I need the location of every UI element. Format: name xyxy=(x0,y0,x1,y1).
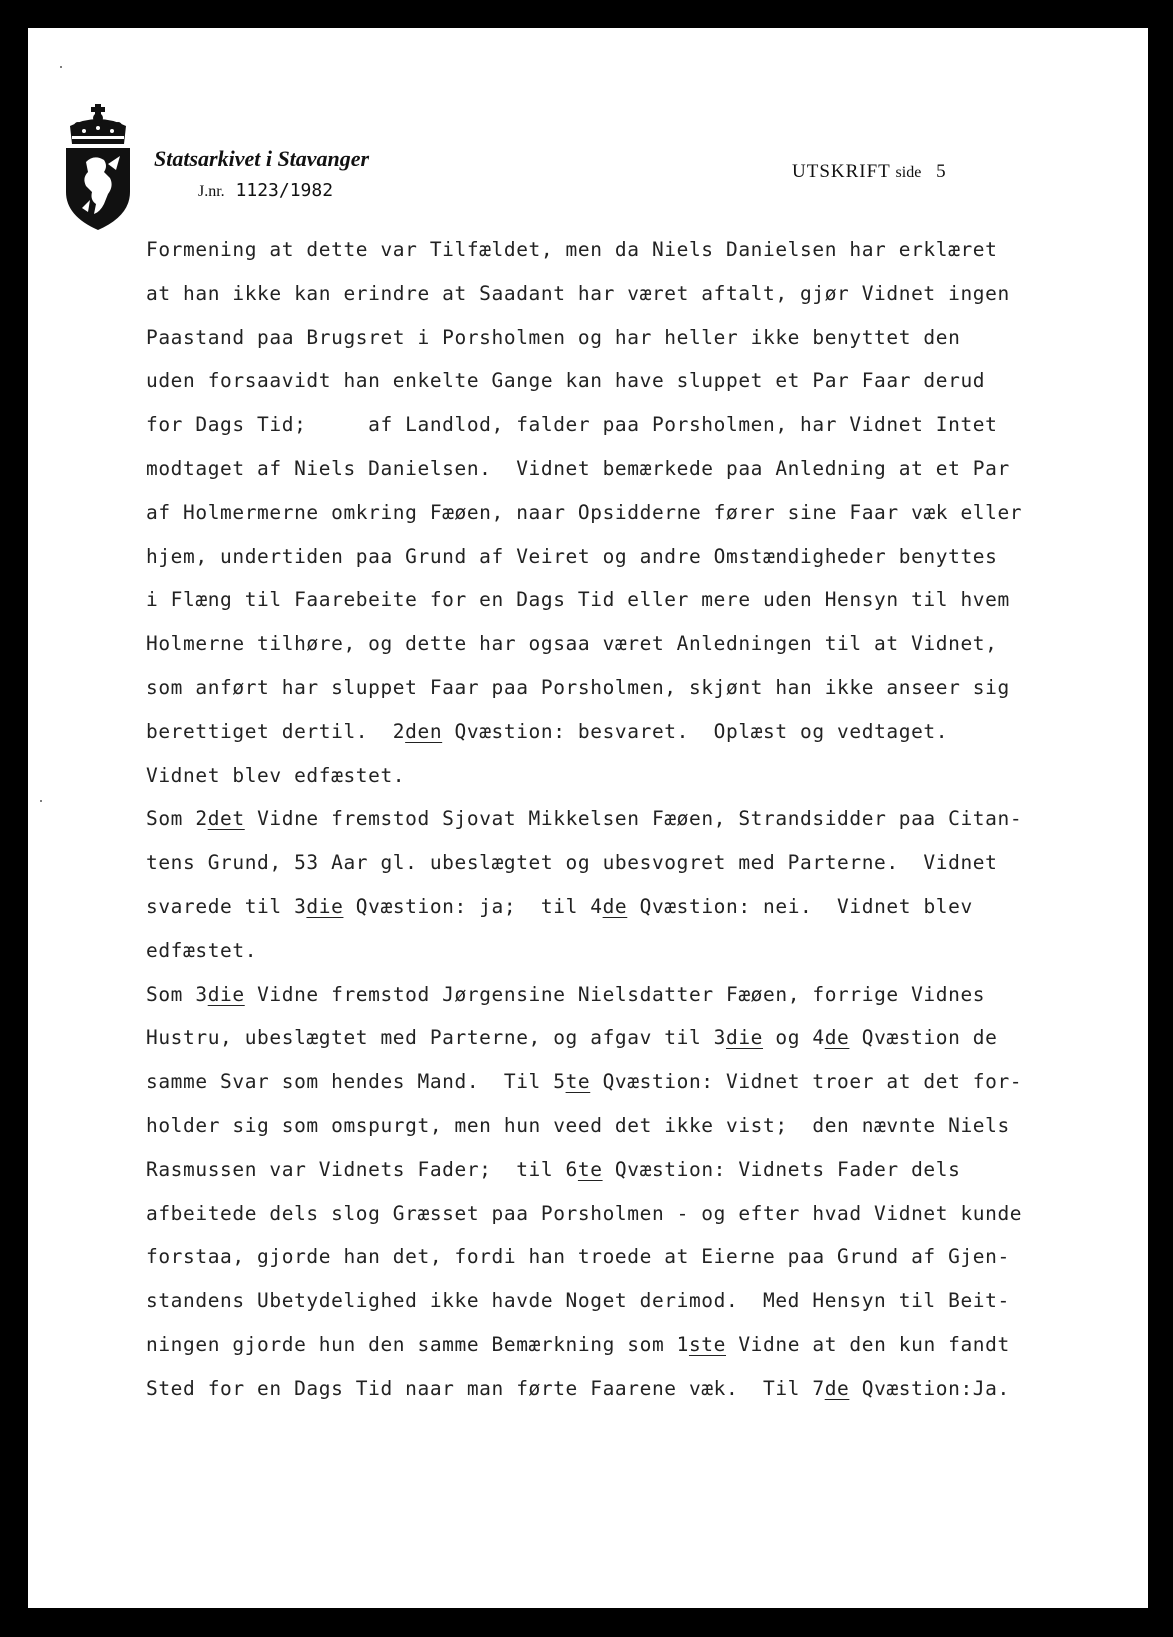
text-segment: at han ikke kan erindre at Saadant har været aftalt, gjør Vidnet ingen xyxy=(146,281,1010,305)
text-line xyxy=(146,754,1076,798)
text-line xyxy=(146,359,1076,403)
document-page xyxy=(28,28,1148,1608)
scan-speck xyxy=(60,66,62,68)
text-line xyxy=(146,1235,1076,1279)
text-line xyxy=(146,1104,1076,1148)
text-segment: som anført har sluppet Faar paa Porsholmen, skjønt han ikke anseer sig xyxy=(146,675,1010,699)
text-segment: Vidne at den kun fandt xyxy=(726,1332,1010,1356)
ordinal-suffix: ste xyxy=(688,1332,726,1356)
text-segment: tens Grund, 53 Aar gl. ubeslægtet og ubesvogret med Parterne. Vidnet xyxy=(146,851,998,875)
text-segment: edfæstet. xyxy=(146,938,258,962)
journal-number-value: 1123/1982 xyxy=(235,180,334,201)
text-line xyxy=(146,929,1076,973)
side-label: side xyxy=(895,164,922,181)
text-segment: for Dags Tid; af Landlod, falder paa Porsholmen, har Vidnet Intet xyxy=(146,413,998,437)
text-segment: af Holmermerne omkring Fæøen, naar Opsidderne fører sine Faar væk eller xyxy=(146,500,1023,524)
norwegian-lion-coat-of-arms-icon xyxy=(64,104,132,230)
text-segment: samme Svar som hendes Mand. Til 5 xyxy=(146,1070,566,1094)
text-segment: Vidne fremstod Sjovat Mikkelsen Fæøen, Strandsidder paa Citan- xyxy=(244,807,1023,831)
ordinal-suffix: die xyxy=(207,982,245,1006)
text-line xyxy=(146,973,1076,1017)
text-line xyxy=(146,841,1076,885)
text-segment: forstaa, gjorde han det, fordi han troede at Eierne paa Grund af Gjen- xyxy=(146,1245,1010,1269)
ordinal-suffix: de xyxy=(824,1376,850,1400)
ordinal-suffix: die xyxy=(306,894,344,918)
journal-number-label: J.nr. xyxy=(198,183,225,200)
text-segment: afbeitede dels slog Græsset paa Porsholmen - og efter hvad Vidnet kunde xyxy=(146,1201,1023,1225)
ordinal-suffix: det xyxy=(207,807,245,831)
text-segment: Qvæstion de xyxy=(849,1026,998,1050)
text-segment: hjem, undertiden paa Grund af Veiret og andre Omstændigheder benyttes xyxy=(146,544,998,568)
text-line xyxy=(146,622,1076,666)
page-header-right xyxy=(792,161,946,183)
archive-name: Statsarkivet i Stavanger xyxy=(154,146,370,171)
text-line xyxy=(146,1367,1076,1411)
page-number: 5 xyxy=(936,161,946,182)
ordinal-suffix: den xyxy=(405,719,443,743)
text-segment: modtaget af Niels Danielsen. Vidnet bemærkede paa Anledning at et Par xyxy=(146,456,1010,480)
text-segment: standens Ubetydelighed ikke havde Noget derimod. Med Hensyn til Beit- xyxy=(146,1289,1010,1313)
text-line xyxy=(146,228,1076,272)
text-segment: berettiget dertil. 2 xyxy=(146,719,406,743)
text-segment: Rasmussen var Vidnets Fader; til 6 xyxy=(146,1157,578,1181)
text-segment: Holmerne tilhøre, og dette har ogsaa været Anledningen til at Vidnet, xyxy=(146,632,998,656)
ordinal-suffix: de xyxy=(602,894,628,918)
ordinal-suffix: die xyxy=(725,1026,764,1050)
text-segment: Qvæstion:Ja. xyxy=(849,1376,1010,1400)
text-segment: Paastand paa Brugsret i Porsholmen og har heller ikke benyttet den xyxy=(146,325,961,349)
scan-speck xyxy=(40,800,42,802)
utskrift-label: UTSKRIFT xyxy=(792,161,891,182)
ordinal-suffix: de xyxy=(824,1026,850,1050)
text-line xyxy=(146,1192,1076,1236)
text-line xyxy=(146,316,1076,360)
text-line xyxy=(146,535,1076,579)
text-line xyxy=(146,403,1076,447)
text-line xyxy=(146,1323,1076,1367)
journal-number xyxy=(198,180,333,201)
text-segment: Sted for en Dags Tid naar man førte Faarene væk. Til 7 xyxy=(146,1376,825,1400)
text-segment: Hustru, ubeslægtet med Parterne, og afgav til 3 xyxy=(146,1026,726,1050)
text-segment: Som 3 xyxy=(146,982,208,1006)
text-segment: Qvæstion: Vidnets Fader dels xyxy=(602,1157,961,1181)
text-segment: Vidnet blev edfæstet. xyxy=(146,763,406,787)
text-segment: Qvæstion: nei. Vidnet blev xyxy=(627,894,973,918)
text-line xyxy=(146,578,1076,622)
ordinal-suffix: te xyxy=(577,1157,603,1181)
text-segment: Qvæstion: ja; til 4 xyxy=(343,894,603,918)
text-line xyxy=(146,710,1076,754)
text-segment: svarede til 3 xyxy=(146,894,307,918)
text-line xyxy=(146,447,1076,491)
text-line xyxy=(146,666,1076,710)
text-line xyxy=(146,797,1076,841)
text-line xyxy=(146,272,1076,316)
ordinal-suffix: te xyxy=(565,1070,591,1094)
text-segment: ningen gjorde hun den samme Bemærkning som 1 xyxy=(146,1332,689,1356)
text-line xyxy=(146,1279,1076,1323)
transcript-body xyxy=(146,228,1076,1411)
text-line xyxy=(146,885,1076,929)
text-line xyxy=(146,1060,1076,1104)
text-segment: uden forsaavidt han enkelte Gange kan have sluppet et Par Faar derud xyxy=(146,369,986,393)
text-segment: Vidne fremstod Jørgensine Nielsdatter Fæøen, forrige Vidnes xyxy=(244,982,986,1006)
text-segment: Som 2 xyxy=(146,807,208,831)
text-line xyxy=(146,491,1076,535)
text-line xyxy=(146,1148,1076,1192)
text-segment: og 4 xyxy=(763,1026,825,1050)
text-segment: Formening at dette var Tilfældet, men da Niels Danielsen har erklæret xyxy=(146,238,998,261)
text-segment: holder sig som omspurgt, men hun veed det ikke vist; den nævnte Niels xyxy=(146,1113,1010,1137)
text-segment: Qvæstion: besvaret. Oplæst og vedtaget. xyxy=(442,719,949,743)
text-segment: Qvæstion: Vidnet troer at det for- xyxy=(590,1070,1023,1094)
text-line xyxy=(146,1016,1076,1060)
text-segment: i Flæng til Faarebeite for en Dags Tid eller mere uden Hensyn til hvem xyxy=(146,588,1010,612)
